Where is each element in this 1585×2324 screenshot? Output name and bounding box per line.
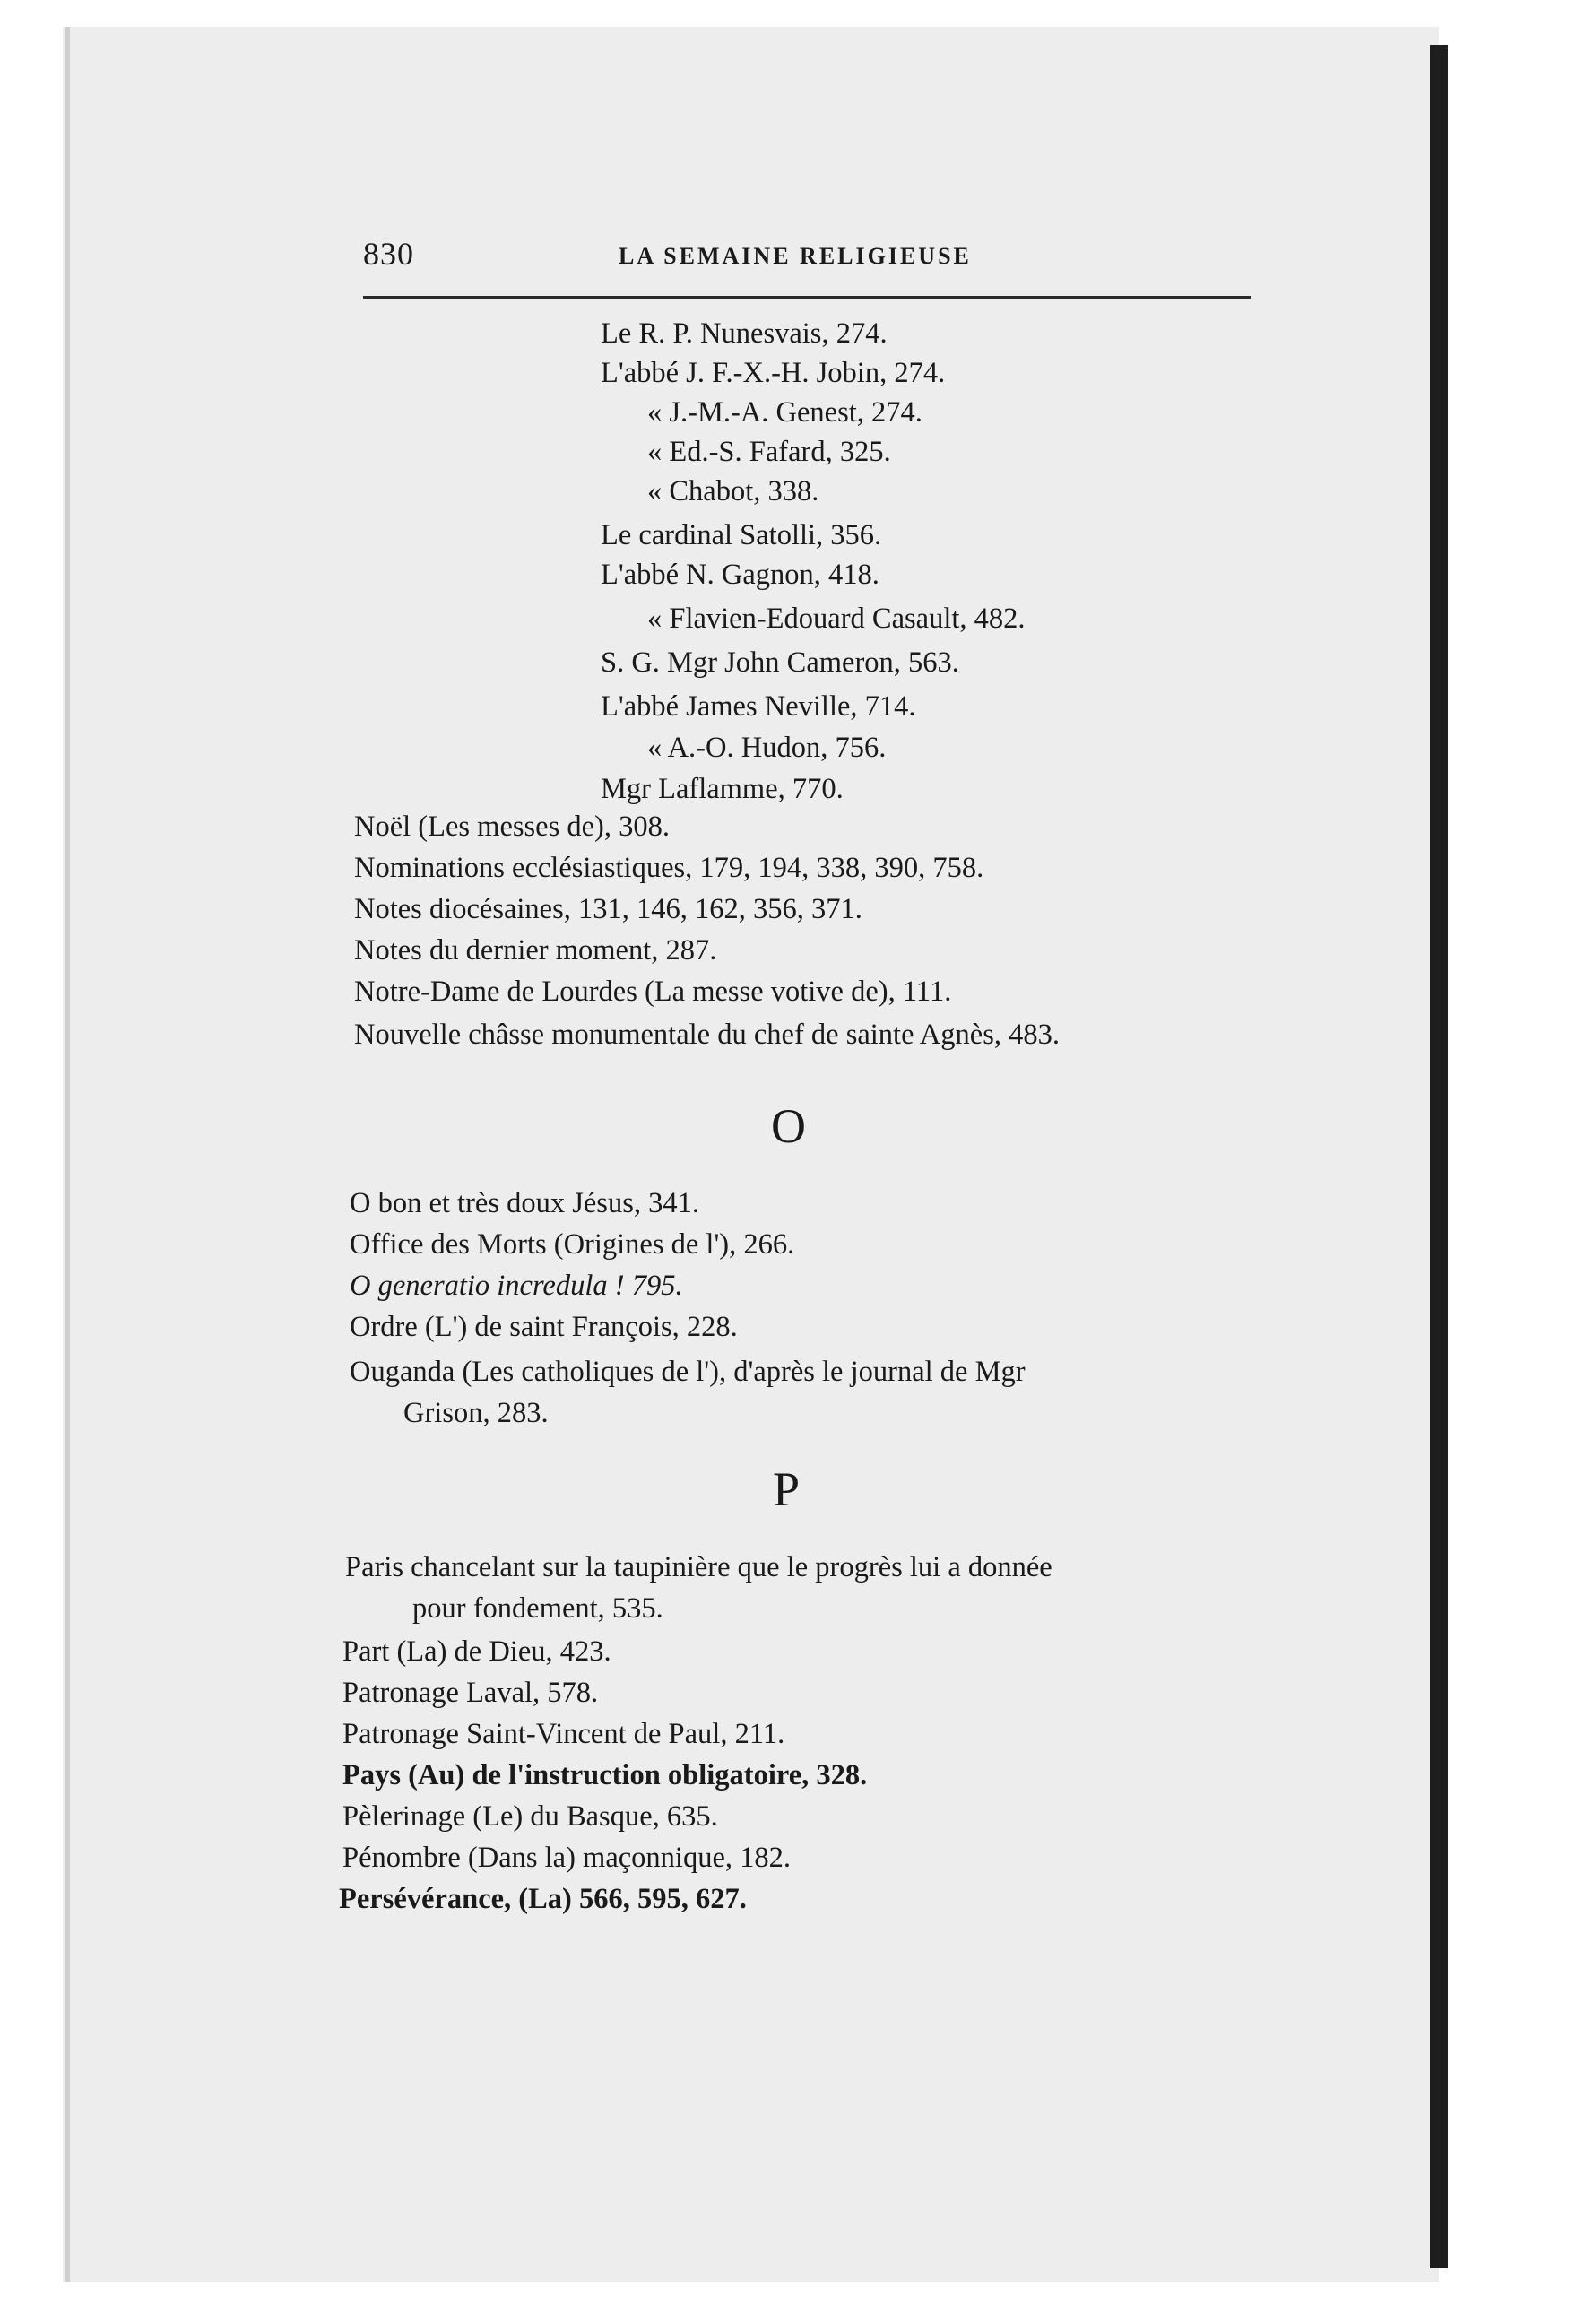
index-subentry: « Chabot, 338. [647, 475, 819, 507]
running-head [363, 235, 1255, 278]
index-subentry: « Flavien-Edouard Casault, 482. [647, 603, 1026, 635]
index-entry: Nouvelle châsse monumentale du chef de sainte Agnès, 483. [354, 1019, 1060, 1051]
index-entry: Nominations ecclésiastiques, 179, 194, 338, 390, 758. [354, 852, 984, 884]
index-entry: Pénombre (Dans la) maçonnique, 182. [342, 1842, 792, 1874]
section-letter-p: P [773, 1462, 801, 1516]
facing-page-margin [1439, 0, 1585, 2324]
header-rule [363, 296, 1251, 299]
index-entry: Part (La) de Dieu, 423. [342, 1635, 611, 1668]
index-entry: Paris chancelant sur la taupinière que le progrès lui a donnée [345, 1551, 1052, 1583]
index-entry: Persévérance, (La) 566, 595, 627. [339, 1883, 747, 1915]
index-entry: Notes du dernier moment, 287. [354, 934, 717, 967]
index-entry: Notre-Dame de Lourdes (La messe votive de), 111. [354, 976, 952, 1008]
index-entry-continuation: pour fondement, 535. [412, 1592, 663, 1625]
index-subentry: L'abbé James Neville, 714. [601, 690, 916, 723]
section-letter-o: O [771, 1099, 806, 1153]
index-subentry: L'abbé N. Gagnon, 418. [601, 559, 879, 591]
index-entry: Pèlerinage (Le) du Basque, 635. [342, 1800, 718, 1833]
page-left-edge [65, 27, 70, 2282]
index-entry: Pays (Au) de l'instruction obligatoire, 328. [342, 1759, 868, 1791]
index-entry: O bon et très doux Jésus, 341. [350, 1187, 699, 1219]
binding-shadow [1430, 45, 1448, 2268]
index-subentry: S. G. Mgr John Cameron, 563. [601, 646, 959, 679]
index-entry: Patronage Saint-Vincent de Paul, 211. [342, 1718, 785, 1750]
index-entry: Patronage Laval, 578. [342, 1677, 599, 1709]
index-subentry: L'abbé J. F.-X.-H. Jobin, 274. [601, 357, 946, 389]
index-entry-italic: O generatio incredula ! 795. [350, 1270, 683, 1302]
index-entry-continuation: Grison, 283. [403, 1397, 549, 1429]
index-entry: Office des Morts (Origines de l'), 266. [350, 1228, 795, 1261]
index-subentry: Le R. P. Nunesvais, 274. [601, 317, 888, 350]
index-subentry: « J.-M.-A. Genest, 274. [647, 396, 922, 429]
index-subentry: Le cardinal Satolli, 356. [601, 519, 882, 551]
index-entry: Notes diocésaines, 131, 146, 162, 356, 371. [354, 893, 862, 925]
journal-title: LA SEMAINE RELIGIEUSE [619, 243, 972, 269]
index-entry: Noël (Les messes de), 308. [354, 811, 670, 843]
page-number: 830 [363, 236, 414, 272]
index-subentry: Mgr Laflamme, 770. [601, 773, 844, 805]
index-subentry: « A.-O. Hudon, 756. [647, 732, 887, 764]
index-entry: Ouganda (Les catholiques de l'), d'après le journal de Mgr [350, 1356, 1026, 1388]
index-entry: Ordre (L') de saint François, 228. [350, 1311, 738, 1343]
index-subentry: « Ed.-S. Fafard, 325. [647, 436, 891, 468]
